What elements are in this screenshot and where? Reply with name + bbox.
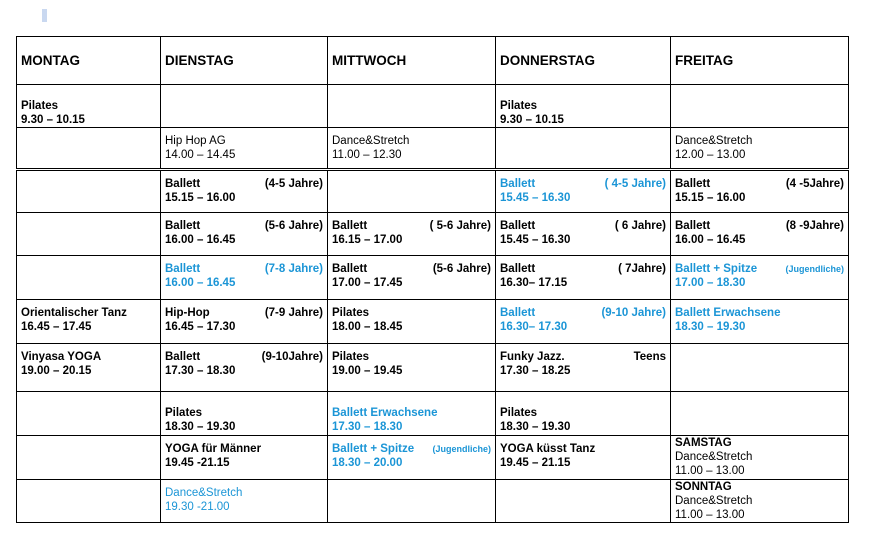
class-name: Hip Hop AG — [165, 135, 226, 147]
class-name: YOGA küsst Tanz — [500, 443, 596, 455]
class-title-line — [21, 350, 156, 364]
schedule-cell — [496, 392, 671, 436]
day-header-mittwoch: MITTWOCH — [328, 37, 496, 85]
class-age-group: ( 5-6 Jahre) — [429, 220, 491, 232]
class-title-line — [165, 350, 323, 364]
class-time: 16.00 – 16.45 — [165, 234, 236, 246]
class-entry — [165, 442, 323, 470]
class-time: 11.00 – 12.30 — [332, 149, 402, 161]
weekend-day-heading: SONNTAG — [675, 481, 732, 493]
class-name: Ballett Erwachsene — [332, 407, 438, 419]
schedule-cell — [496, 256, 671, 300]
schedule-cell — [161, 85, 328, 128]
class-title-line — [165, 486, 323, 500]
class-entry — [165, 406, 323, 434]
class-name: Ballett — [165, 351, 201, 363]
class-time: 17.30 – 18.30 — [165, 365, 236, 377]
schedule-cell — [161, 300, 328, 344]
schedule-cell — [17, 436, 161, 480]
class-title-line — [500, 442, 666, 456]
schedule-cell — [496, 170, 671, 213]
class-entry — [165, 486, 323, 514]
class-age-group: (9-10 Jahre) — [601, 307, 666, 319]
class-time: 18.30 – 19.30 — [165, 421, 236, 433]
class-time: 14.00 – 14.45 — [165, 149, 236, 161]
class-name: Dance&Stretch — [675, 451, 753, 463]
class-time: 16.15 – 17.00 — [332, 234, 403, 246]
class-title-line — [500, 262, 666, 276]
schedule-cell — [328, 480, 496, 523]
class-title-line — [500, 177, 666, 191]
schedule-table — [16, 36, 849, 523]
class-entry — [675, 134, 844, 162]
schedule-cell — [496, 344, 671, 392]
class-entry — [500, 219, 666, 247]
class-entry — [332, 219, 491, 247]
schedule-cell — [671, 300, 849, 344]
class-entry — [500, 99, 666, 127]
class-age-group: (9-10Jahre) — [261, 351, 323, 363]
class-name: Ballett + Spitze — [332, 443, 415, 455]
schedule-cell — [17, 85, 161, 128]
class-title-line — [332, 134, 491, 148]
class-name: Ballett — [165, 178, 201, 190]
class-title-line — [165, 262, 323, 276]
schedule-cell — [328, 392, 496, 436]
schedule-cell — [328, 170, 496, 213]
class-name: Pilates — [500, 407, 538, 419]
class-entry — [500, 350, 666, 378]
class-age-group: ( 6 Jahre) — [614, 220, 666, 232]
class-name: Ballett — [500, 307, 536, 319]
class-title-line — [500, 306, 666, 320]
class-name: Pilates — [21, 100, 59, 112]
class-age-group: (Jugendliche) — [785, 264, 844, 274]
schedule-row — [17, 300, 849, 344]
schedule-cell — [671, 85, 849, 128]
class-time: 15.15 – 16.00 — [675, 192, 746, 204]
class-name: YOGA für Männer — [165, 443, 262, 455]
class-title-line — [21, 306, 156, 320]
schedule-cell — [671, 213, 849, 256]
class-age-group: (Jugendliche) — [432, 444, 491, 454]
class-time: 16.30– 17.15 — [500, 277, 568, 289]
schedule-row — [17, 128, 849, 170]
class-title-line — [332, 262, 491, 276]
class-title-line — [332, 406, 491, 420]
class-title-line — [500, 406, 666, 420]
class-title-line — [675, 134, 844, 148]
class-time: 16.45 – 17.30 — [165, 321, 236, 333]
class-name: Ballett — [500, 178, 536, 190]
weekend-day-heading: SAMSTAG — [675, 437, 732, 449]
class-age-group: (7-9 Jahre) — [264, 307, 323, 319]
day-header-dienstag: DIENSTAG — [161, 37, 328, 85]
class-time: 17.00 – 18.30 — [675, 277, 746, 289]
class-title-line — [500, 350, 666, 364]
class-time: 18.30 – 19.30 — [500, 421, 571, 433]
class-title-line — [165, 177, 323, 191]
class-time: 18.00 – 18.45 — [332, 321, 403, 333]
class-title-line — [675, 177, 844, 191]
class-time: 17.00 – 17.45 — [332, 277, 403, 289]
class-entry — [675, 436, 844, 478]
class-title-line — [675, 450, 844, 464]
class-entry — [332, 442, 491, 470]
class-name: Ballett — [675, 178, 711, 190]
schedule-cell — [671, 344, 849, 392]
schedule-row — [17, 480, 849, 523]
class-name: Ballett — [500, 220, 536, 232]
class-time: 16.45 – 17.45 — [21, 321, 92, 333]
class-title-line — [500, 99, 666, 113]
class-title-line — [165, 306, 323, 320]
class-name: Pilates — [332, 307, 370, 319]
schedule-cell — [671, 170, 849, 213]
schedule-cell — [161, 128, 328, 170]
class-title-line — [675, 219, 844, 233]
class-time: 9.30 – 10.15 — [500, 114, 564, 126]
class-name: Dance&Stretch — [332, 135, 410, 147]
class-entry — [332, 262, 491, 290]
class-title-line — [675, 262, 844, 276]
schedule-cell — [671, 256, 849, 300]
schedule-cell — [17, 344, 161, 392]
schedule-cell — [328, 344, 496, 392]
class-title-line — [165, 406, 323, 420]
schedule-cell — [328, 300, 496, 344]
class-time: 15.15 – 16.00 — [165, 192, 236, 204]
schedule-cell — [496, 480, 671, 523]
class-age-group: ( 7Jahre) — [618, 263, 666, 275]
class-age-group: (8 -9Jahre) — [785, 220, 844, 232]
class-entry — [332, 306, 491, 334]
schedule-cell — [328, 85, 496, 128]
class-entry — [500, 306, 666, 334]
schedule-cell — [328, 213, 496, 256]
class-time: 16.00 – 16.45 — [165, 277, 236, 289]
class-time: 9.30 – 10.15 — [21, 114, 85, 126]
class-title-line — [165, 134, 323, 148]
class-age-group: (5-6 Jahre) — [264, 220, 323, 232]
class-title-line — [21, 99, 156, 113]
class-time: 12.00 – 13.00 — [675, 149, 746, 161]
class-entry — [332, 350, 491, 378]
class-entry — [165, 262, 323, 290]
schedule-cell — [671, 128, 849, 170]
schedule-row — [17, 170, 849, 213]
schedule-cell — [17, 128, 161, 170]
class-time: 19.30 -21.00 — [165, 501, 230, 513]
class-entry — [165, 177, 323, 205]
class-name: Dance&Stretch — [675, 135, 753, 147]
schedule-cell — [17, 300, 161, 344]
schedule-cell — [161, 213, 328, 256]
class-entry — [500, 442, 666, 470]
class-title-line — [332, 306, 491, 320]
class-name: Ballett — [332, 220, 368, 232]
schedule-row — [17, 392, 849, 436]
class-age-group: Teens — [633, 351, 666, 363]
class-time: 19.45 -21.15 — [165, 457, 230, 469]
class-entry — [165, 350, 323, 378]
day-header-freitag: FREITAG — [671, 37, 849, 85]
class-time: 18.30 – 20.00 — [332, 457, 403, 469]
class-time: 17.30 – 18.30 — [332, 421, 403, 433]
schedule-row — [17, 344, 849, 392]
class-age-group: (4 -5Jahre) — [785, 178, 844, 190]
class-entry — [675, 306, 844, 334]
class-time: 11.00 – 13.00 — [675, 509, 745, 521]
schedule-cell — [671, 392, 849, 436]
schedule-cell — [17, 213, 161, 256]
class-time: 16.00 – 16.45 — [675, 234, 746, 246]
class-time: 17.30 – 18.25 — [500, 365, 571, 377]
class-entry — [332, 406, 491, 434]
schedule-cell — [161, 170, 328, 213]
class-name: Ballett Erwachsene — [675, 307, 781, 319]
class-entry — [675, 219, 844, 247]
schedule-cell — [17, 392, 161, 436]
class-name: Pilates — [165, 407, 203, 419]
header-row — [17, 37, 849, 85]
schedule-cell — [161, 344, 328, 392]
class-entry — [165, 134, 323, 162]
class-age-group: ( 4-5 Jahre) — [604, 178, 666, 190]
schedule-cell — [671, 480, 849, 523]
class-time: 19.00 – 19.45 — [332, 365, 403, 377]
class-name: Ballett — [332, 263, 368, 275]
class-name: Ballett + Spitze — [675, 263, 758, 275]
class-title-line — [675, 306, 844, 320]
class-entry — [21, 99, 156, 127]
schedule-cell — [496, 436, 671, 480]
schedule-cell — [328, 128, 496, 170]
class-name: Orientalischer Tanz — [21, 307, 127, 319]
class-title-line — [165, 442, 323, 456]
class-time: 16.30– 17.30 — [500, 321, 568, 333]
class-entry — [675, 262, 844, 290]
day-header-donnerstag: DONNERSTAG — [496, 37, 671, 85]
schedule-cell — [161, 436, 328, 480]
schedule-cell — [161, 256, 328, 300]
class-time: 15.45 – 16.30 — [500, 192, 571, 204]
class-entry — [675, 480, 844, 522]
schedule-cell — [328, 436, 496, 480]
schedule-cell — [17, 170, 161, 213]
class-name: Ballett — [675, 220, 711, 232]
class-title-line — [675, 494, 844, 508]
class-time: 11.00 – 13.00 — [675, 465, 745, 477]
class-entry — [500, 177, 666, 205]
class-title-line — [332, 442, 491, 456]
class-name: Pilates — [500, 100, 538, 112]
class-entry — [165, 306, 323, 334]
schedule-cell — [496, 213, 671, 256]
class-entry — [500, 262, 666, 290]
schedule-cell — [17, 256, 161, 300]
schedule-cell — [161, 392, 328, 436]
class-name: Hip-Hop — [165, 307, 210, 319]
class-time: 19.00 – 20.15 — [21, 365, 92, 377]
class-entry — [332, 134, 491, 162]
class-entry — [165, 219, 323, 247]
class-name: Ballett — [165, 220, 201, 232]
class-name: Dance&Stretch — [675, 495, 753, 507]
class-age-group: (7-8 Jahre) — [264, 263, 323, 275]
class-entry — [675, 177, 844, 205]
schedule-row — [17, 213, 849, 256]
text-cursor-marker — [42, 9, 47, 22]
class-entry — [21, 350, 156, 378]
schedule-cell — [496, 85, 671, 128]
schedule-cell — [161, 480, 328, 523]
schedule-row — [17, 85, 849, 128]
schedule-row — [17, 436, 849, 480]
class-time: 18.30 – 19.30 — [675, 321, 746, 333]
class-age-group: (4-5 Jahre) — [264, 178, 323, 190]
schedule-cell — [328, 256, 496, 300]
class-name: Vinyasa YOGA — [21, 351, 102, 363]
schedule-cell — [496, 300, 671, 344]
schedule-cell — [496, 128, 671, 170]
day-header-montag: MONTAG — [17, 37, 161, 85]
class-age-group: (5-6 Jahre) — [432, 263, 491, 275]
class-title-line — [165, 219, 323, 233]
class-title-line — [332, 219, 491, 233]
class-name: Ballett — [500, 263, 536, 275]
class-title-line — [500, 219, 666, 233]
schedule-row — [17, 256, 849, 300]
class-time: 15.45 – 16.30 — [500, 234, 571, 246]
class-title-line — [332, 350, 491, 364]
schedule-cell — [671, 436, 849, 480]
class-name: Dance&Stretch — [165, 487, 243, 499]
class-name: Funky Jazz. — [500, 351, 565, 363]
class-entry — [500, 406, 666, 434]
class-name: Pilates — [332, 351, 370, 363]
class-name: Ballett — [165, 263, 201, 275]
schedule-cell — [17, 480, 161, 523]
class-entry — [21, 306, 156, 334]
class-time: 19.45 – 21.15 — [500, 457, 571, 469]
